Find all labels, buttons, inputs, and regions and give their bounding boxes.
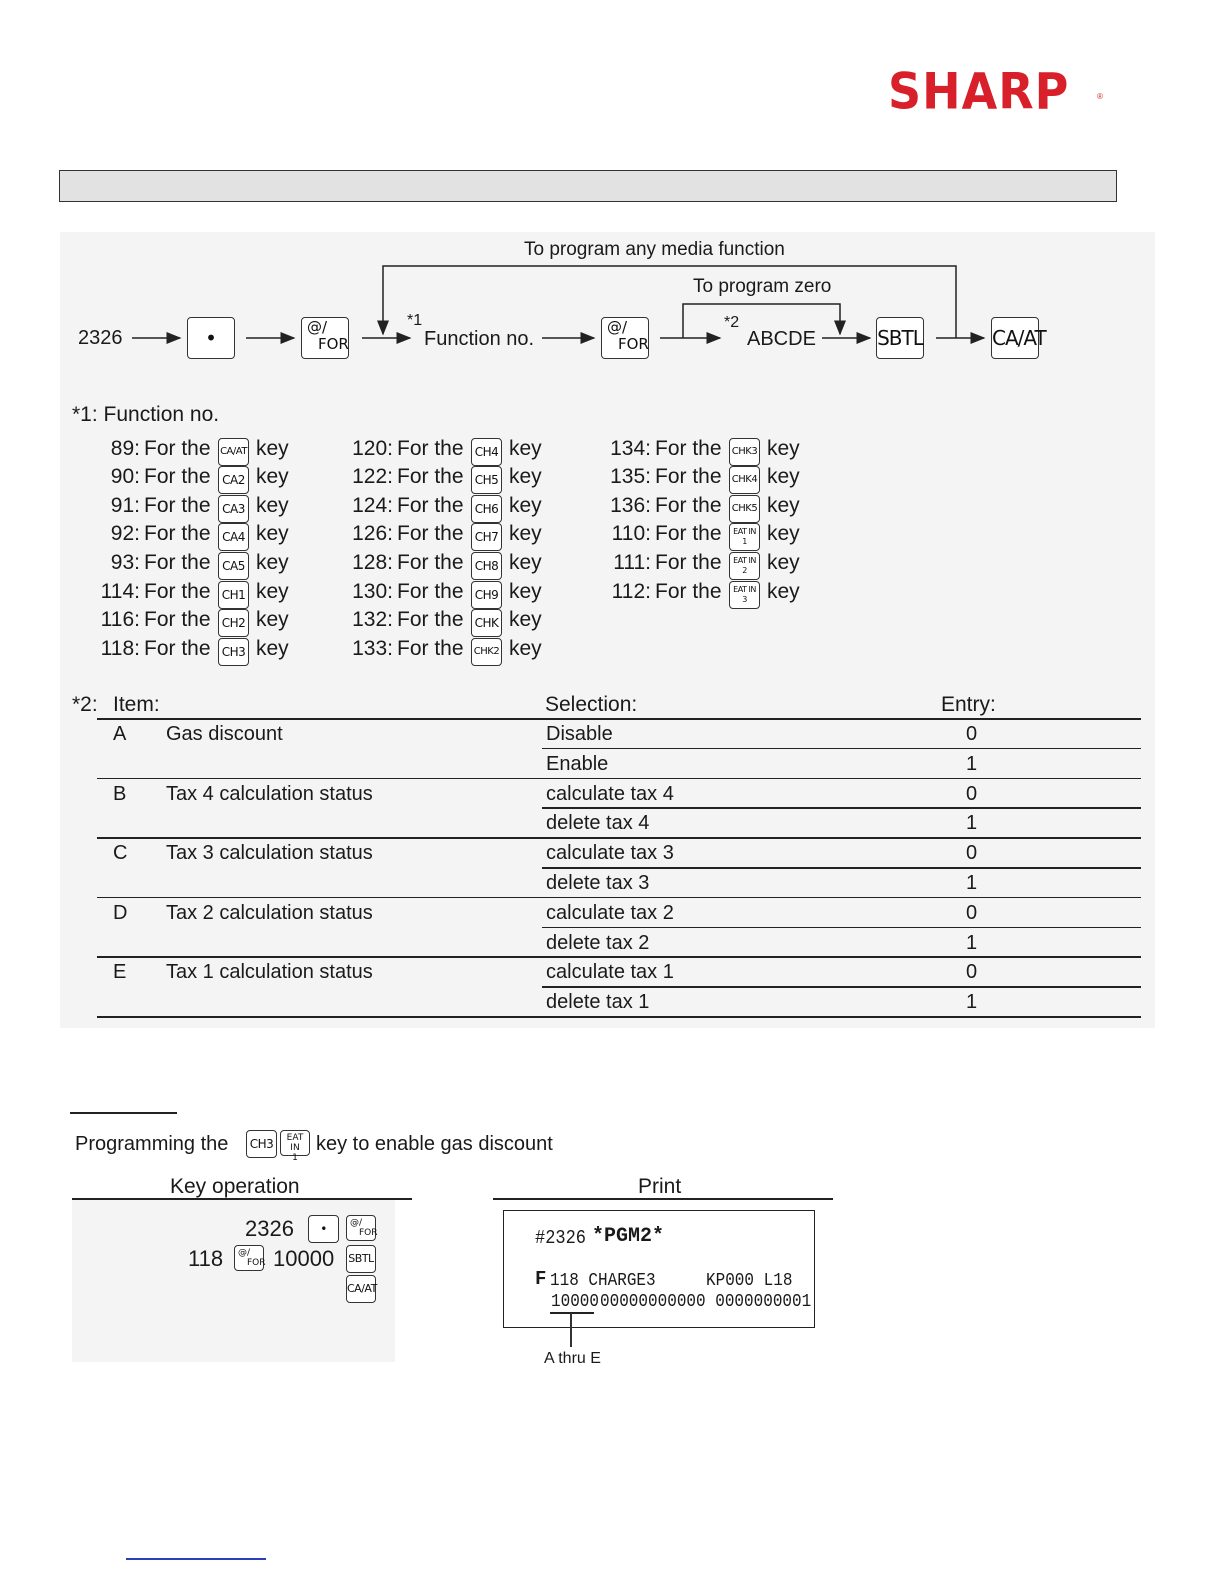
register-key-icon: CA2 bbox=[218, 466, 249, 494]
key-icon-part: 2 bbox=[742, 566, 747, 575]
op-dot-key: • bbox=[308, 1215, 339, 1243]
item-name: Tax 4 calculation status bbox=[166, 782, 373, 805]
register-key-icon: CH4 bbox=[471, 438, 502, 466]
function-number: 90: bbox=[110, 465, 140, 488]
function-number: 124: bbox=[352, 494, 393, 517]
for-the-text: For the bbox=[655, 580, 722, 603]
function-number: 92: bbox=[110, 522, 140, 545]
for-the-text: For the bbox=[144, 551, 211, 574]
selection-text: Disable bbox=[546, 723, 613, 745]
selection-text: delete tax 4 bbox=[546, 812, 650, 835]
key-word: key bbox=[509, 551, 542, 574]
key-word: key bbox=[256, 608, 289, 631]
key-word: key bbox=[256, 494, 289, 517]
op-for-key-2 bbox=[234, 1245, 264, 1271]
receipt-kp: KP000 L18 bbox=[706, 1270, 793, 1291]
receipt-underline bbox=[550, 1312, 594, 1314]
op-line2-val: 10000 bbox=[273, 1246, 335, 1271]
note2-mark: *2 bbox=[724, 314, 740, 331]
item-name: Gas discount bbox=[166, 723, 283, 745]
for-the-text: For the bbox=[655, 551, 722, 574]
function-number: 130: bbox=[352, 580, 393, 603]
note1-mark: *1 bbox=[407, 312, 423, 329]
sbtl-key: SBTL bbox=[876, 317, 924, 359]
loop-label: To program any media function bbox=[524, 239, 785, 260]
for-the-text: For the bbox=[397, 580, 464, 603]
key-icon-part: EAT IN bbox=[733, 585, 756, 594]
item-letter: D bbox=[113, 901, 128, 924]
selection-text: calculate tax 4 bbox=[546, 782, 674, 805]
key-word: key bbox=[767, 437, 800, 460]
item-name: Tax 1 calculation status bbox=[166, 961, 373, 984]
selection-text: delete tax 2 bbox=[546, 931, 650, 954]
for-the-text: For the bbox=[655, 494, 722, 517]
ch3-key-icon: CH3 bbox=[246, 1130, 277, 1158]
row-rule bbox=[97, 897, 1141, 899]
key-word: key bbox=[256, 465, 289, 488]
for-key-2 bbox=[601, 317, 649, 359]
key-word: key bbox=[509, 522, 542, 545]
op-sbtl-key: SBTL bbox=[346, 1245, 376, 1273]
receipt-abcde-value: 10000 bbox=[551, 1291, 600, 1312]
function-list-heading: *1: Function no. bbox=[72, 403, 220, 426]
register-key-icon: CH2 bbox=[218, 609, 249, 637]
function-number: 91: bbox=[110, 494, 140, 517]
entry-header: Entry: bbox=[941, 693, 996, 716]
register-key-icon: CH6 bbox=[471, 495, 502, 523]
register-key-icon: CHK3 bbox=[729, 438, 760, 466]
function-number: 112: bbox=[611, 580, 651, 603]
key-word: key bbox=[509, 580, 542, 603]
item-name: Tax 2 calculation status bbox=[166, 901, 373, 924]
selection-text: delete tax 1 bbox=[546, 991, 650, 1014]
receipt-values: 00000000000 0000000001 bbox=[600, 1291, 812, 1312]
row-rule bbox=[97, 837, 1141, 839]
op-for-key bbox=[346, 1215, 376, 1241]
key-word: key bbox=[256, 580, 289, 603]
key-word: key bbox=[767, 580, 800, 603]
register-key-icon: CHK5 bbox=[729, 495, 760, 523]
abcde-label: ABCDE bbox=[747, 328, 816, 350]
function-number: 126: bbox=[352, 522, 393, 545]
row-rule bbox=[97, 1016, 1141, 1018]
for-the-text: For the bbox=[397, 522, 464, 545]
item-note-mark: *2: bbox=[72, 693, 98, 716]
item-letter: B bbox=[113, 782, 127, 805]
key-word: key bbox=[509, 637, 542, 660]
for-the-text: For the bbox=[397, 465, 464, 488]
registered-mark: ® bbox=[1097, 92, 1103, 101]
option-rule bbox=[542, 807, 1141, 809]
for-key-bottom: FOR bbox=[318, 335, 349, 353]
for-key-top: @/ bbox=[307, 318, 328, 336]
for-key bbox=[301, 317, 349, 359]
register-key-icon: CHK bbox=[471, 609, 502, 637]
for-the-text: For the bbox=[144, 465, 211, 488]
receipt-f: F bbox=[535, 1268, 547, 1290]
for-the-text: For the bbox=[144, 522, 211, 545]
register-key-icon: CH3 bbox=[218, 638, 249, 666]
function-number: 89: bbox=[110, 437, 140, 460]
entry-value: 1 bbox=[966, 991, 978, 1014]
example-pre: Programming the bbox=[75, 1133, 229, 1155]
register-key-icon: CHK2 bbox=[471, 638, 502, 666]
callout-line bbox=[570, 1313, 572, 1347]
dot-key: • bbox=[187, 317, 235, 359]
receipt-pgm: *PGM2* bbox=[592, 1225, 665, 1248]
selection-text: calculate tax 3 bbox=[546, 842, 674, 865]
for-the-text: For the bbox=[144, 494, 211, 517]
item-name: Tax 3 calculation status bbox=[166, 842, 373, 865]
register-key-icon: CA4 bbox=[218, 523, 249, 551]
key-word: key bbox=[256, 551, 289, 574]
item-letter: C bbox=[113, 842, 128, 865]
selection-text: delete tax 3 bbox=[546, 872, 650, 894]
item-letter: E bbox=[113, 961, 127, 984]
for-the-text: For the bbox=[655, 465, 722, 488]
register-key-icon bbox=[729, 581, 760, 609]
entry-value: 0 bbox=[966, 782, 978, 805]
key-word: key bbox=[767, 551, 800, 574]
eat-in-key-icon bbox=[280, 1130, 310, 1163]
caat-key: CA/AT bbox=[991, 317, 1039, 359]
selection-text: Enable bbox=[546, 752, 609, 775]
for-the-text: For the bbox=[655, 522, 722, 545]
function-number: 134: bbox=[610, 437, 651, 460]
key-word: key bbox=[256, 637, 289, 660]
row-rule bbox=[97, 956, 1141, 958]
entry-value: 0 bbox=[966, 901, 978, 924]
function-no-label: Function no. bbox=[424, 328, 535, 350]
op-caat-key: CA/AT bbox=[346, 1275, 376, 1303]
print-header: Print bbox=[638, 1175, 682, 1198]
selection-text: calculate tax 1 bbox=[546, 961, 674, 984]
function-number: 132: bbox=[352, 608, 393, 631]
op-for-bottom: FOR bbox=[359, 1228, 378, 1238]
entry-value: 1 bbox=[966, 752, 978, 775]
register-key-icon: CA3 bbox=[218, 495, 249, 523]
entry-value: 0 bbox=[966, 842, 978, 865]
key-op-header: Key operation bbox=[170, 1175, 300, 1198]
key-word: key bbox=[509, 465, 542, 488]
item-letter: A bbox=[113, 723, 127, 745]
option-rule bbox=[542, 927, 1141, 929]
op-for-top: @/ bbox=[238, 1248, 251, 1258]
for-the-text: For the bbox=[397, 494, 464, 517]
receipt-code: #2326 bbox=[535, 1228, 587, 1250]
for-the-text: For the bbox=[144, 580, 211, 603]
zero-label: To program zero bbox=[693, 276, 832, 297]
for-the-text: For the bbox=[144, 637, 211, 660]
op-line2-num: 118 bbox=[188, 1246, 224, 1271]
key-icon-part: 1 bbox=[742, 537, 747, 546]
entry-value: 0 bbox=[966, 961, 978, 984]
for-key-top: @/ bbox=[607, 318, 628, 336]
function-number: 93: bbox=[110, 551, 140, 574]
register-key-icon: CHK4 bbox=[729, 466, 760, 494]
key-word: key bbox=[509, 608, 542, 631]
for-the-text: For the bbox=[397, 637, 464, 660]
register-key-icon: CA5 bbox=[218, 552, 249, 580]
register-key-icon: CH1 bbox=[218, 581, 249, 609]
function-number: 135: bbox=[610, 465, 651, 488]
op-line1-num: 2326 bbox=[245, 1216, 294, 1241]
function-number: 114: bbox=[100, 580, 140, 603]
print-rule bbox=[493, 1198, 833, 1200]
row-rule bbox=[97, 778, 1141, 780]
receipt-function: 118 CHARGE3 bbox=[550, 1270, 656, 1291]
eat-in-top: EAT IN bbox=[286, 1133, 304, 1153]
for-the-text: For the bbox=[397, 437, 464, 460]
register-key-icon bbox=[729, 552, 760, 580]
example-rule bbox=[70, 1112, 177, 1114]
example-post: key to enable gas discount bbox=[316, 1133, 553, 1155]
register-key-icon: CA/AT bbox=[218, 438, 249, 466]
entry-value: 1 bbox=[966, 931, 978, 954]
eat-in-bottom: 1 bbox=[292, 1153, 298, 1163]
register-key-icon bbox=[729, 523, 760, 551]
key-op-rule bbox=[72, 1198, 412, 1200]
for-the-text: For the bbox=[144, 437, 211, 460]
key-word: key bbox=[767, 522, 800, 545]
for-the-text: For the bbox=[397, 551, 464, 574]
for-the-text: For the bbox=[397, 608, 464, 631]
callout-label: A thru E bbox=[544, 1350, 601, 1367]
function-number: 111: bbox=[613, 551, 651, 574]
table-header-rule bbox=[97, 718, 1141, 720]
for-the-text: For the bbox=[655, 437, 722, 460]
function-number: 133: bbox=[352, 637, 393, 660]
key-word: key bbox=[256, 437, 289, 460]
function-number: 116: bbox=[100, 608, 140, 631]
function-number: 110: bbox=[611, 522, 651, 545]
function-number: 122: bbox=[352, 465, 393, 488]
entry-value: 1 bbox=[966, 872, 978, 894]
register-key-icon: CH9 bbox=[471, 581, 502, 609]
key-word: key bbox=[767, 494, 800, 517]
key-word: key bbox=[509, 437, 542, 460]
function-number: 136: bbox=[610, 494, 651, 517]
item-header: Item: bbox=[113, 693, 160, 716]
option-rule bbox=[542, 867, 1141, 869]
key-word: key bbox=[509, 494, 542, 517]
selection-header: Selection: bbox=[545, 693, 638, 716]
key-icon-part: 3 bbox=[742, 595, 747, 604]
entry-value: 0 bbox=[966, 723, 978, 745]
op-for-bottom: FOR bbox=[247, 1258, 266, 1268]
key-word: key bbox=[256, 522, 289, 545]
entry-value: 1 bbox=[966, 812, 978, 835]
op-for-top: @/ bbox=[350, 1218, 363, 1228]
sharp-logo: SHARP bbox=[888, 62, 1070, 121]
for-key-bottom: FOR bbox=[618, 335, 649, 353]
key-icon-part: EAT IN bbox=[733, 556, 756, 565]
function-number: 128: bbox=[352, 551, 393, 574]
option-rule bbox=[542, 748, 1141, 750]
register-key-icon: CH7 bbox=[471, 523, 502, 551]
register-key-icon: CH5 bbox=[471, 466, 502, 494]
function-number: 118: bbox=[100, 637, 140, 660]
option-rule bbox=[542, 986, 1141, 988]
for-the-text: For the bbox=[144, 608, 211, 631]
key-icon-part: EAT IN bbox=[733, 527, 756, 536]
flow-start-code: 2326 bbox=[78, 327, 123, 349]
selection-text: calculate tax 2 bbox=[546, 901, 674, 924]
function-number: 120: bbox=[352, 437, 393, 460]
register-key-icon: CH8 bbox=[471, 552, 502, 580]
footer-link-underline bbox=[126, 1558, 266, 1560]
key-word: key bbox=[767, 465, 800, 488]
